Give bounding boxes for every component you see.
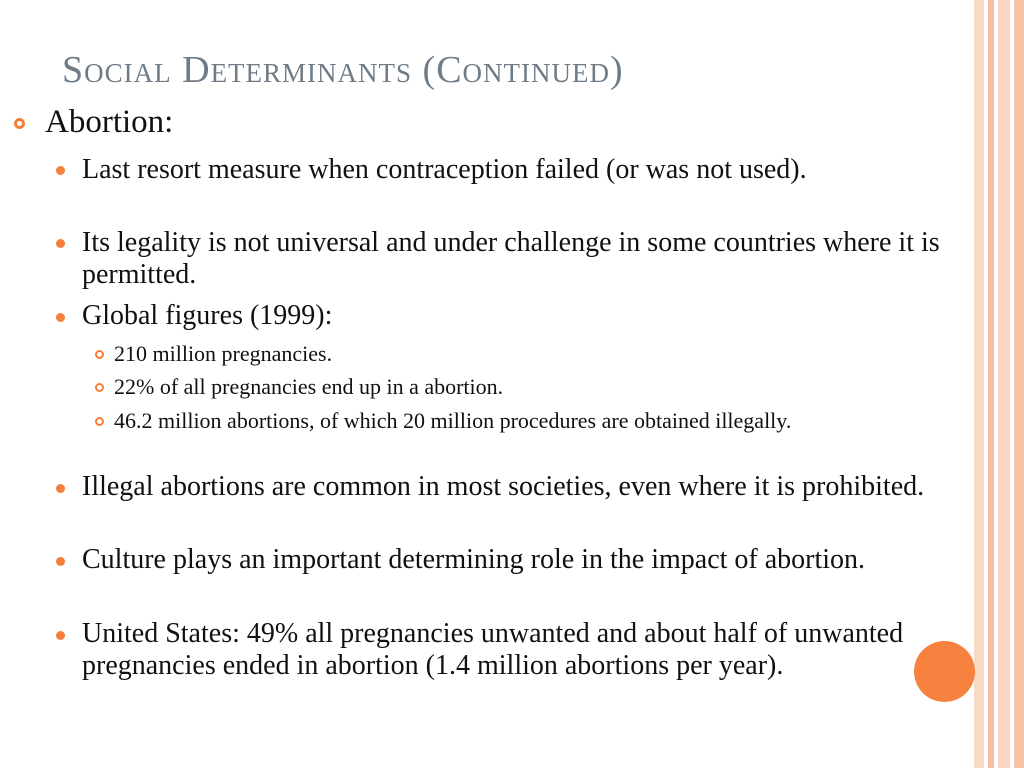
bullet-text: Its legality is not universal and under challenge in some countries where it is permitted.	[82, 227, 940, 290]
bullet-text: Culture plays an important determining role in the impact of abortion.	[82, 544, 866, 575]
ring-sub-bullet-icon	[95, 417, 104, 426]
dot-bullet-icon	[56, 557, 65, 566]
dot-bullet-icon	[56, 631, 65, 640]
dot-bullet-icon	[56, 484, 65, 493]
ring-bullet-icon	[14, 118, 25, 129]
bullet-text: Last resort measure when contraception failed (or was not used).	[82, 154, 807, 185]
dot-bullet-icon	[56, 239, 65, 248]
sub-bullet-text: 46.2 million abortions, of which 20 million procedures are obtained illegally.	[114, 408, 792, 433]
bullet-text: United States: 49% all pregnancies unwanted and about half of unwanted pregnancies ended in abortion (1.4 million abortions per year).	[82, 618, 904, 681]
ring-sub-bullet-icon	[95, 383, 104, 392]
slide-title: Social Determinants (Continued)	[62, 49, 624, 91]
decorative-orange-circle	[914, 641, 975, 702]
sub-bullet-text: 210 million pregnancies.	[114, 341, 333, 366]
bullet-text: Global figures (1999):	[82, 300, 333, 331]
ring-sub-bullet-icon	[95, 350, 104, 359]
sub-bullet-text: 22% of all pregnancies end up in a abortion.	[114, 374, 504, 399]
dot-bullet-icon	[56, 166, 65, 175]
bullet-text: Illegal abortions are common in most societies, even where it is prohibited.	[82, 471, 925, 502]
heading-bullet: Abortion:	[45, 104, 174, 140]
dot-bullet-icon	[56, 313, 65, 322]
